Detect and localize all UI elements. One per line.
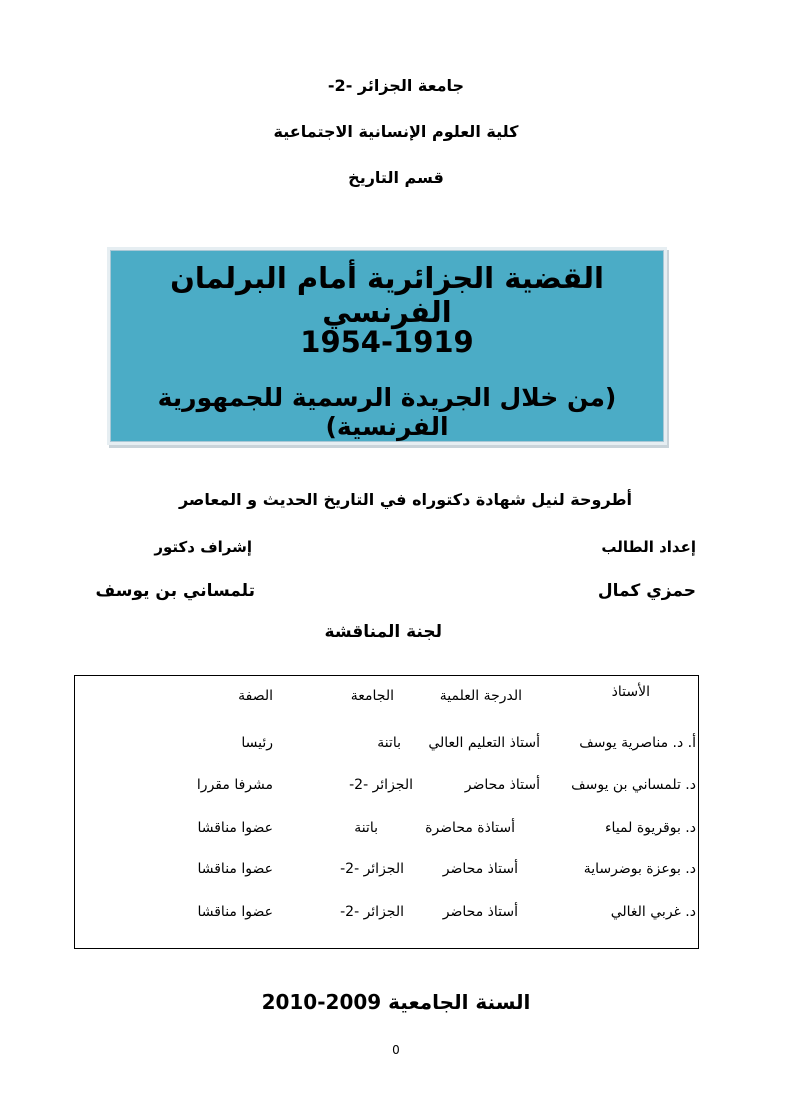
row-university: باتنة — [354, 820, 378, 836]
row-rank: أستاذ محاضر — [442, 904, 518, 920]
row-role: عضوا مناقشا — [197, 820, 273, 836]
student-name: حمزي كمال — [597, 581, 696, 601]
university-name: جامعة الجزائر -2- — [327, 76, 465, 95]
row-role: مشرفا مقررا — [196, 777, 273, 793]
header-rank: الدرجة العلمية — [439, 688, 522, 704]
row-university: الجزائر -2- — [349, 777, 413, 793]
row-rank: أستاذ محاضر — [442, 861, 518, 877]
row-university: الجزائر -2- — [340, 904, 404, 920]
committee-title: لجنة المناقشة — [324, 622, 442, 642]
header-role: الصفة — [238, 688, 273, 704]
supervisor-label: إشراف دكتور — [154, 538, 252, 556]
row-professor: د. بوعزة بوضرساية — [583, 861, 696, 877]
committee-table — [74, 675, 699, 949]
department-name: قسم التاريخ — [348, 168, 444, 187]
row-university: باتنة — [377, 735, 401, 751]
thesis-statement: أطروحة لنيل شهادة دكتوراه في التاريخ الحديث و المعاصر — [178, 490, 632, 509]
header-professor: الأستاذ — [611, 684, 650, 700]
title-years: 1954-1919 — [300, 325, 474, 359]
title-box — [110, 250, 664, 442]
row-professor: أ. د. مناصرية يوسف — [579, 735, 696, 751]
faculty-name: كلية العلوم الإنسانية الاجتماعية — [273, 122, 519, 141]
row-rank: أستاذ التعليم العالي — [428, 735, 540, 751]
row-rank: أستاذة محاضرة — [425, 820, 515, 836]
row-professor: د. تلمساني بن يوسف — [571, 777, 696, 793]
row-rank: أستاذ محاضر — [464, 777, 540, 793]
row-role: عضوا مناقشا — [197, 904, 273, 920]
row-professor: د. بوقريوة لمياء — [604, 820, 696, 836]
row-role: رئيسا — [241, 735, 273, 751]
academic-year: السنة الجامعية 2009-2010 — [261, 990, 531, 1014]
prepared-by-label: إعداد الطالب — [601, 538, 696, 556]
header-university: الجامعة — [350, 688, 394, 704]
row-role: عضوا مناقشا — [197, 861, 273, 877]
row-university: الجزائر -2- — [340, 861, 404, 877]
title-line-1: القضية الجزائرية أمام البرلمان الفرنسي — [170, 261, 604, 329]
row-professor: د. غربي الغالي — [610, 904, 696, 920]
supervisor-name: تلمساني بن يوسف — [95, 581, 255, 601]
title-line-3: (من خلال الجريدة الرسمية للجمهورية الفرنسية) — [157, 383, 617, 441]
page-number: 0 — [392, 1043, 400, 1057]
